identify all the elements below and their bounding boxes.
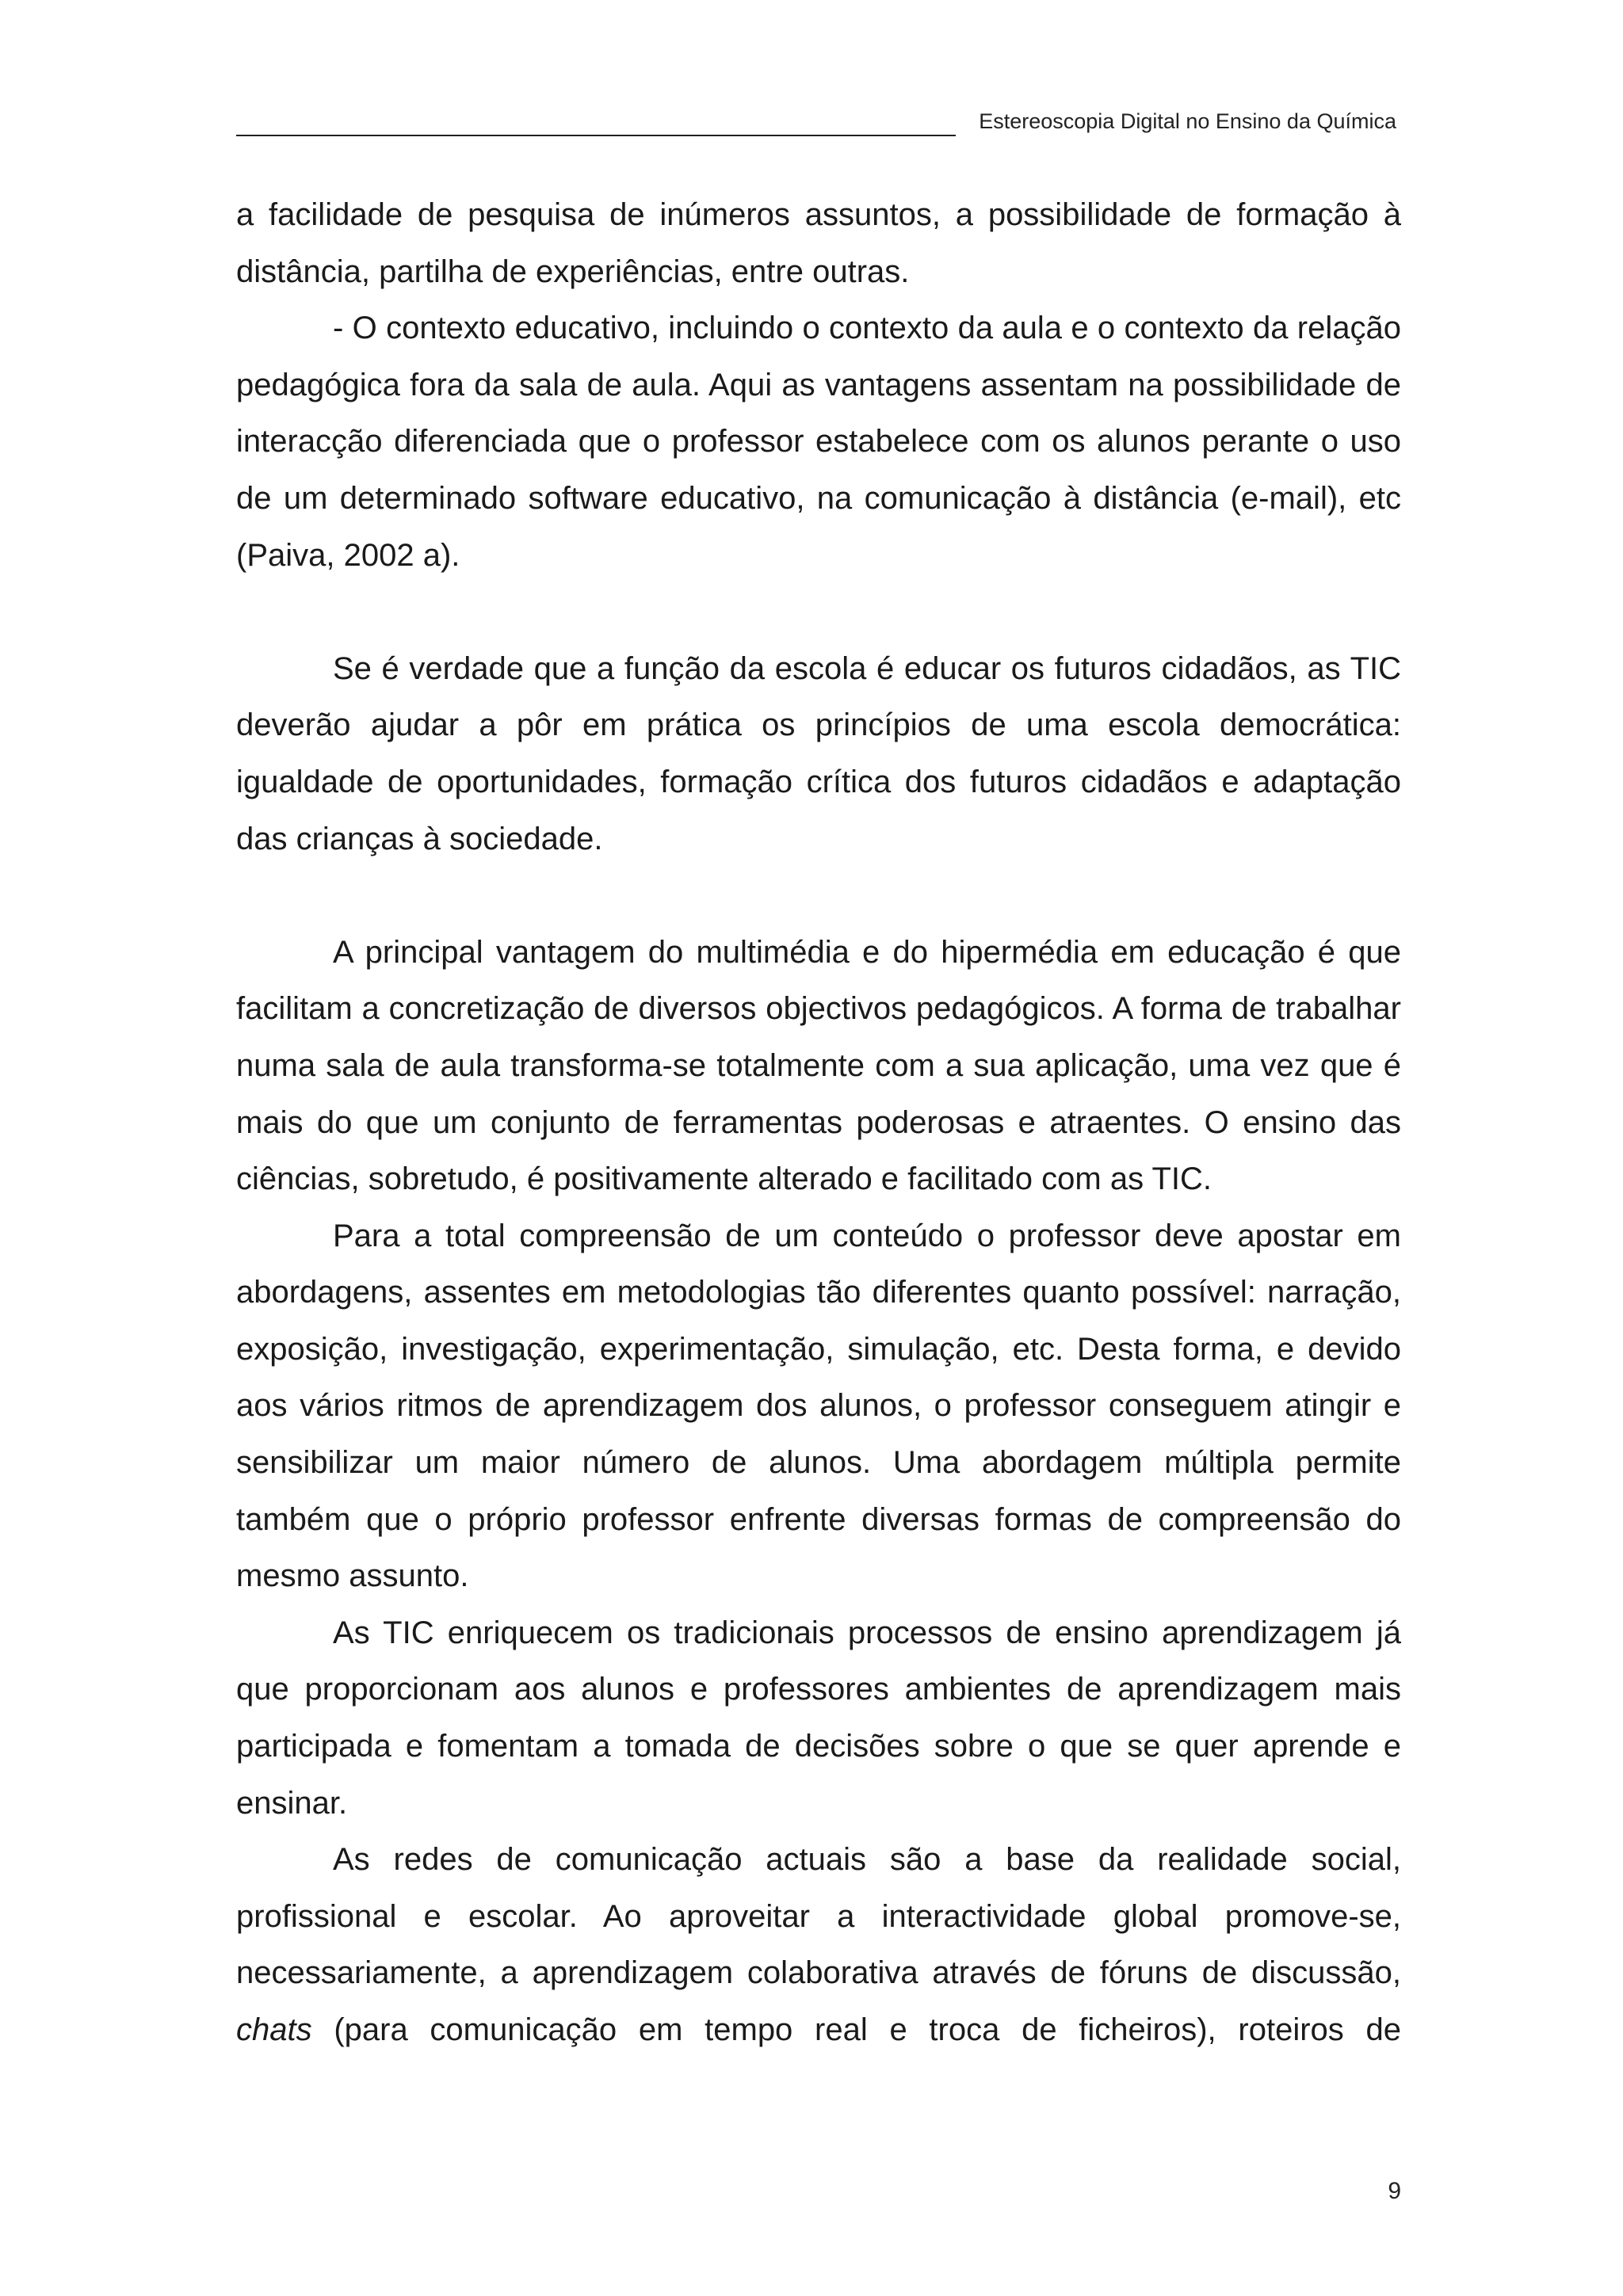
paragraph-communication-networks <box>236 1832 1401 2058</box>
paragraph-teacher-approaches: Para a total compreensão de um conteúdo o professor deve apostar em abordagens, assentes em metodologias tão diferentes quanto possível: narração, exposição, investigação, experimentação, simulação, etc. Desta forma, e devido aos vários ritmos de aprendizagem dos alunos, o professor conseguem atingir e sensibilizar um maior número de alunos. Uma abordagem múltipla permite também que o próprio professor enfrente diversas formas de compreensão do mesmo assunto. <box>236 1218 1401 1594</box>
italic-term-chats: chats <box>236 2012 312 2047</box>
paragraph-tic-enrich: As TIC enriquecem os tradicionais processos de ensino aprendizagem já que proporcionam aos alunos e professores ambientes de aprendizagem mais participada e fomentam a tomada de decisões sobre o que se quer aprende e ensinar. <box>236 1615 1401 1821</box>
paragraph-continuation: a facilidade de pesquisa de inúmeros assuntos, a possibilidade de formação à distância, partilha de experiências, entre outras. <box>236 197 1401 289</box>
paragraph-communication-networks-end: (para comunicação em tempo real e troca de ficheiros), roteiros de <box>311 2012 1401 2047</box>
paragraph-communication-networks-start: As redes de comunicação actuais são a base da realidade social, profissional e escolar. Ao aproveitar a interactividade global promove-se, necessariamente, a aprendizagem colaborativa através de fóruns de discussão, <box>236 1842 1401 1991</box>
paragraph-school-function: Se é verdade que a função da escola é educar os futuros cidadãos, as TIC deverão ajudar a pôr em prática os princípios de uma escola democrática: igualdade de oportunidades, formação crítica dos futuros cidadãos e adaptação das crianças à sociedade. <box>236 650 1401 856</box>
paragraph-multimedia-advantage: A principal vantagem do multimédia e do hipermédia em educação é que facilitam a concretização de diversos objectivos pedagógicos. A forma de trabalhar numa sala de aula transforma-se totalmente com a sua aplicação, uma vez que é mais do que um conjunto de ferramentas poderosas e atraentes. O ensino das ciências, sobretudo, é positivamente alterado e facilitado com as TIC. <box>236 934 1401 1197</box>
header-title: Estereoscopia Digital no Ensino da Química <box>979 109 1396 133</box>
paragraph-educational-context: - O contexto educativo, incluindo o contexto da aula e o contexto da relação pedagógica fora da sala de aula. Aqui as vantagens assentam na possibilidade de interacção diferenciada que o professor estabelece com os alunos perante o uso de um determinado software educativo, na comunicação à distância (e-mail), etc (Paiva, 2002 a). <box>236 311 1401 573</box>
running-header <box>236 101 1396 136</box>
page-number: 9 <box>1388 2178 1401 2204</box>
body-text <box>236 187 1401 2059</box>
header-rule <box>236 135 956 136</box>
